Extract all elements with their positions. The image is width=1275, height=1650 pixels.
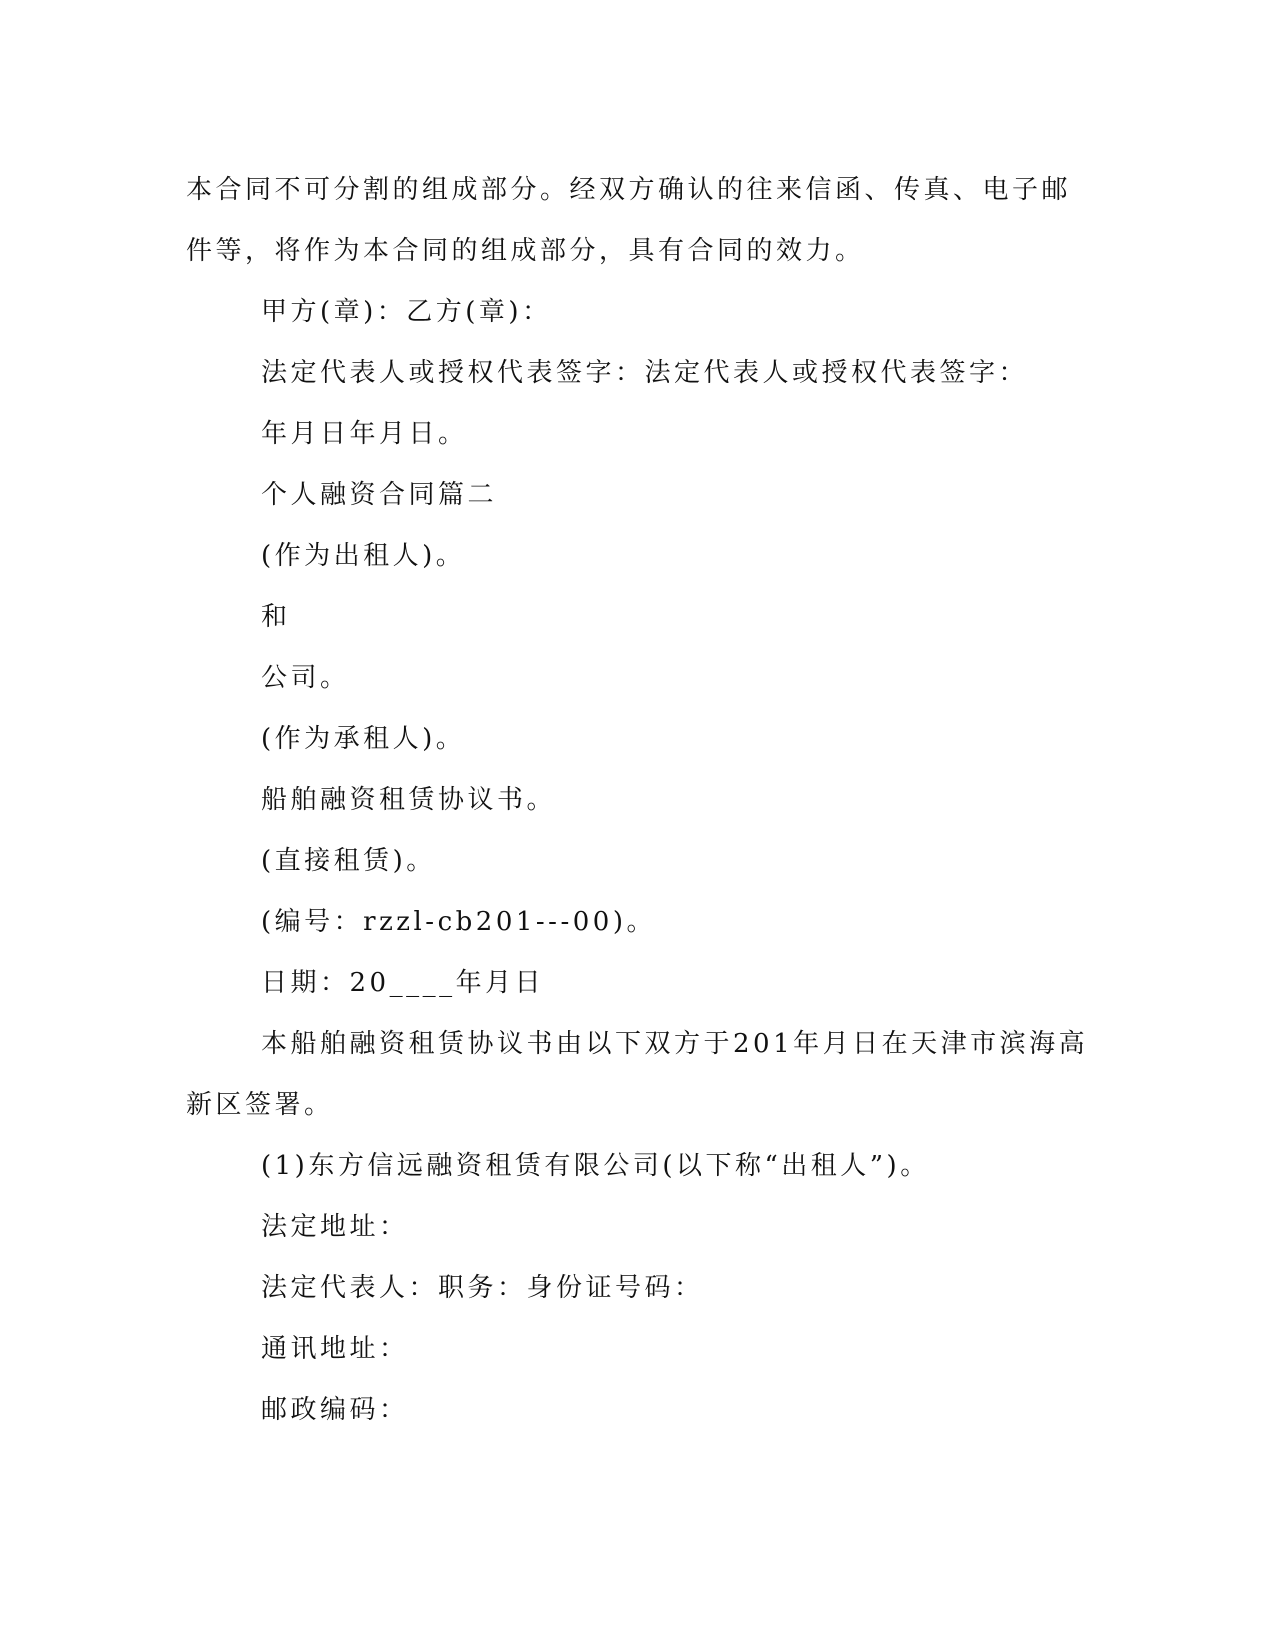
paragraph-line: 新区签署。 xyxy=(186,1090,334,1120)
paragraph-line: (作为出租人)。 xyxy=(261,541,466,571)
field-label: 邮政编码： xyxy=(261,1395,409,1425)
date-line: 年月日年月日。 xyxy=(261,419,468,449)
paragraph-line: 本合同不可分割的组成部分。经双方确认的往来信函、传真、电子邮 xyxy=(186,175,1072,205)
agreement-date: 日期：20____年月日 xyxy=(261,968,545,998)
party-seal-line: 甲方(章)：乙方(章)： xyxy=(261,297,552,327)
paragraph-line: 公司。 xyxy=(261,663,350,693)
paragraph-line: (直接租赁)。 xyxy=(261,846,436,876)
agreement-title: 船舶融资租赁协议书。 xyxy=(261,785,557,815)
field-label: 法定地址： xyxy=(261,1212,409,1242)
party-line: (1)东方信远融资租赁有限公司(以下称“出租人”)。 xyxy=(261,1151,930,1181)
paragraph-line: 件等，将作为本合同的组成部分，具有合同的效力。 xyxy=(186,236,865,266)
field-label: 通讯地址： xyxy=(261,1334,409,1364)
document-body xyxy=(186,160,1089,1441)
agreement-number: (编号：rzzl-cb201---00)。 xyxy=(261,907,656,937)
paragraph-line: 本船舶融资租赁协议书由以下双方于201年月日在天津市滨海高 xyxy=(261,1029,1089,1059)
signature-line: 法定代表人或授权代表签字：法定代表人或授权代表签字： xyxy=(261,358,1029,388)
field-label: 法定代表人：职务：身份证号码： xyxy=(261,1273,704,1303)
paragraph-line: (作为承租人)。 xyxy=(261,724,466,754)
section-heading: 个人融资合同篇二 xyxy=(261,480,498,510)
paragraph-line: 和 xyxy=(261,602,291,632)
